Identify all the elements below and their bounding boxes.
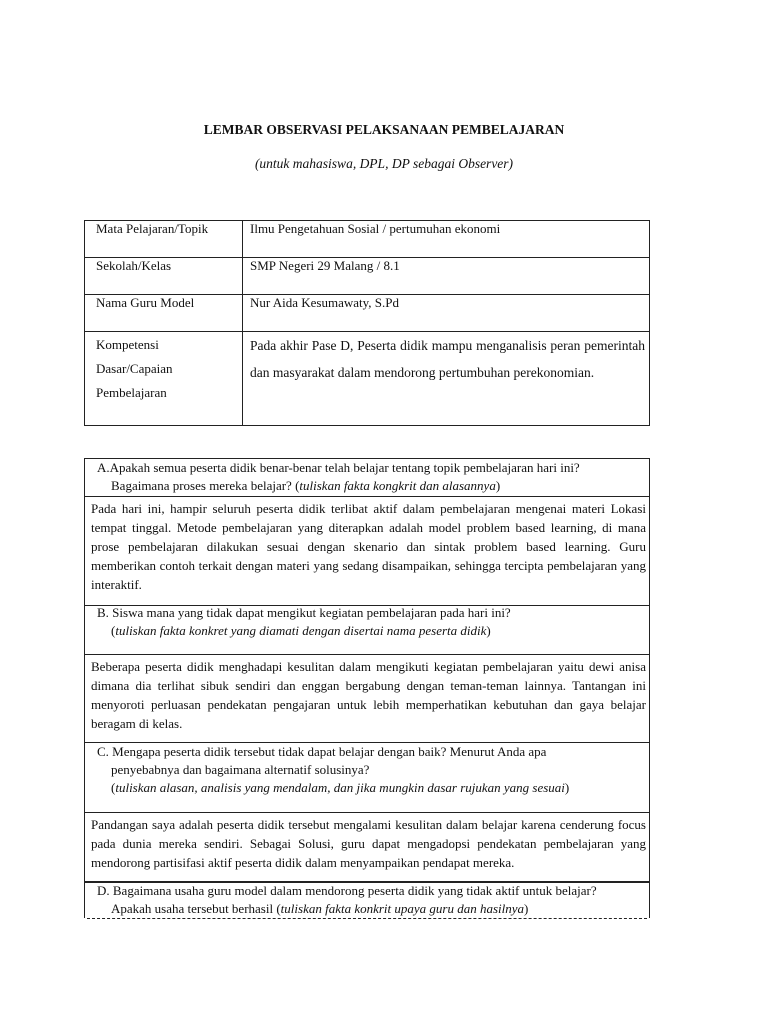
document-subtitle: (untuk mahasiswa, DPL, DP sebagai Observer): [254, 156, 514, 171]
question-line: A.Apakah semua peserta didik benar-benar telah belajar tentang topik pembelajaran hari ini?: [97, 460, 580, 475]
info-key-line: Kompetensi: [96, 337, 159, 352]
question-d: [85, 882, 649, 918]
info-key: [85, 332, 243, 426]
question-a: [85, 459, 649, 496]
question-text: (: [111, 623, 116, 638]
question-instruction: tuliskan fakta konkrit upaya guru dan hasilnya: [280, 901, 525, 916]
question-text: Apakah usaha tersebut berhasil (: [111, 901, 281, 916]
question-b: [85, 603, 649, 654]
question-text: (: [111, 780, 116, 795]
info-row-subject: [85, 221, 650, 258]
question-line: D. Bagaimana usaha guru model dalam mendorong peserta didik yang tidak aktif untuk belajar?: [97, 883, 597, 898]
info-table: [84, 220, 650, 426]
info-value: Pada akhir Pase D, Peserta didik mampu menganalisis peran pemerintah dan masyarakat dalam mendorong pertumbuhan perekonomian.: [243, 332, 650, 426]
info-key: Nama Guru Model: [85, 295, 243, 332]
info-value: Ilmu Pengetahuan Sosial / pertumuhan ekonomi: [243, 221, 650, 258]
question-text: ): [486, 623, 491, 638]
question-line: B. Siswa mana yang tidak dapat mengikut kegiatan pembelajaran pada hari ini?: [97, 605, 511, 620]
question-text: ): [524, 901, 529, 916]
question-text: ): [495, 478, 501, 493]
info-row-school: [85, 258, 650, 295]
info-value: Nur Aida Kesumawaty, S.Pd: [243, 295, 650, 332]
answer-b: Beberapa peserta didik menghadapi kesulitan dalam mengikuti kegiatan pembelajaran yaitu dewi anisa dimana dia terlihat sibuk sendiri dan enggan bergabung dengan teman-teman lainnya. Tantangan ini menyoroti perluasan pendekatan pengajaran untuk lebih memperhatikan kebutuhan dan gaya belajar beragam di kelas.: [85, 654, 649, 742]
info-value: SMP Negeri 29 Malang / 8.1: [243, 258, 650, 295]
question-instruction: tuliskan alasan, analisis yang mendalam, dan jika mungkin dasar rujukan yang sesuai: [115, 780, 565, 795]
question-instruction: tuliskan fakta konkret yang diamati dengan disertai nama peserta didik: [115, 623, 487, 638]
question-line: [97, 477, 649, 495]
info-key-line: Pembelajaran: [96, 385, 167, 400]
answer-a: Pada hari ini, hampir seluruh peserta didik terlibat aktif dalam pembelajaran mengenai materi Lokasi tempat tinggal. Metode pembelajaran yang diterapkan adalah model problem based learning, di mana prose pembelajaran dilakukan sesuai dengan skenario dan sintak problem based learning. Guru memberikan contoh terkait dengan materi yang sedang disampaikan, sehingga tercipta pembelajaran yang interaktif.: [85, 496, 649, 605]
question-line: [97, 779, 649, 797]
info-row-teacher: [85, 295, 650, 332]
answer-c: Pandangan saya adalah peserta didik tersebut mengalami kesulitan dalam belajar karena cenderung focus pada dunia mereka sendiri. Sebagai Solusi, guru dapat mengadopsi pendekatan pembelajaran yang mendorong partisifasi aktif peserta didik dalam menyampaikan pendapat mereka.: [85, 812, 649, 882]
question-line: [97, 622, 649, 640]
question-text: Bagaimana proses mereka belajar? (: [111, 478, 300, 493]
question-box-d: [84, 881, 650, 918]
info-key-line: Dasar/Capaian: [96, 361, 173, 376]
question-box-a: [84, 458, 650, 606]
info-key: Mata Pelajaran/Topik: [85, 221, 243, 258]
info-key: Sekolah/Kelas: [85, 258, 243, 295]
question-c: [85, 742, 649, 812]
question-line: [97, 900, 649, 918]
document-title: LEMBAR OBSERVASI PELAKSANAAN PEMBELAJARAN: [203, 122, 565, 137]
question-instruction: tuliskan fakta kongkrit dan alasannya: [299, 478, 496, 493]
question-line: penyebabnya dan bagaimana alternatif solusinya?: [111, 762, 370, 777]
question-box-c: [84, 742, 650, 883]
question-line: C. Mengapa peserta didik tersebut tidak dapat belajar dengan baik? Menurut Anda apa: [97, 744, 547, 759]
question-box-b: [84, 603, 650, 743]
question-text: ): [564, 780, 570, 795]
info-row-competency: [85, 332, 650, 426]
